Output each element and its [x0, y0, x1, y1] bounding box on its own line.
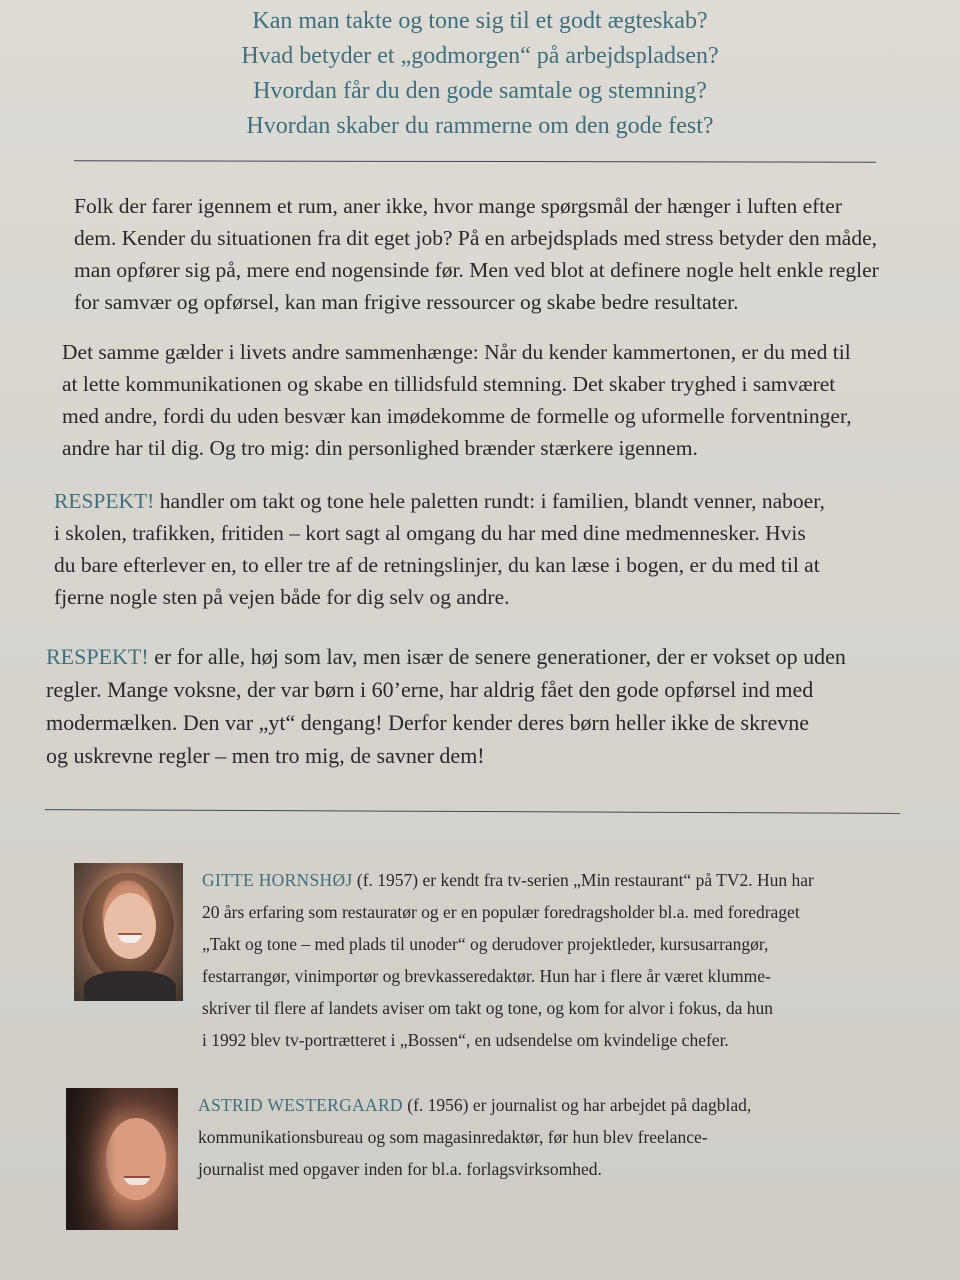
divider-top [74, 160, 876, 162]
bio-line [202, 864, 814, 896]
author-name: ASTRID WESTERGAARD [198, 1095, 403, 1115]
paragraph-4 [46, 640, 846, 772]
bio-line [198, 1089, 751, 1121]
paragraph-3 [54, 485, 825, 613]
paragraph-line: Det samme gælder i livets andre sammenhænge: Når du kender kammertonen, er du med til [62, 340, 851, 364]
paragraph-2 [62, 336, 852, 464]
bio-line-rest: (f. 1956) er journalist og har arbejdet på dagblad, [402, 1095, 752, 1115]
author-bio [202, 864, 814, 1056]
paragraph-line: regler. Mange voksne, der var børn i 60’erne, har aldrig fået den gode opførsel ind med [46, 677, 814, 702]
bio-line: journalist med opgaver inden for bl.a. forlagsvirksomhed. [198, 1159, 602, 1179]
paragraph-line-rest: handler om takt og tone hele paletten rundt: i familien, blandt venner, naboer, [154, 489, 825, 513]
brand-respekt: RESPEKT! [46, 644, 149, 669]
paragraph-line: dem. Kender du situationen fra dit eget job? På en arbejdsplads med stress betyder den måde, [74, 226, 878, 250]
bio-line: 20 års erfaring som restauratør og er en populær foredragsholder bl.a. med foredraget [202, 902, 800, 922]
bio-line: kommunikationsbureau og som magasinredaktør, før hun blev freelance- [198, 1127, 708, 1147]
paragraph-line-rest: er for alle, høj som lav, men især de senere generationer, der er vokset op uden [148, 644, 846, 669]
paragraph-line: fjerne nogle sten på vejen både for dig selv og andre. [54, 585, 510, 609]
question-3: Hvordan får du den gode samtale og stemning? [253, 78, 707, 104]
author-photo [66, 1088, 178, 1230]
paragraph-line: Folk der farer igennem et rum, aner ikke, hvor mange spørgsmål der hænger i luften efter [74, 194, 842, 218]
paragraph-line [54, 485, 825, 517]
paragraph-line: man opfører sig på, mere end nogensinde før. Men ved blot at definere nogle helt enkle regler [74, 258, 879, 282]
bio-line: skriver til flere af landets aviser om takt og tone, og kom for alvor i fokus, da hun [202, 998, 774, 1018]
bio-line: „Takt og tone – med plads til unoder“ og derudover projektleder, kursusarrangør, [202, 934, 769, 954]
question-2: Hvad betyder et „godmorgen“ på arbejdspladsen? [241, 43, 719, 69]
paragraph-line: for samvær og opførsel, kan man frigive ressourcer og skabe bedre resultater. [74, 290, 739, 314]
question-4: Hvordan skaber du rammerne om den gode fest? [246, 113, 714, 139]
paragraph-line: i skolen, trafikken, fritiden – kort sagt al omgang du har med dine medmennesker. Hvis [54, 521, 806, 545]
question-1: Kan man takte og tone sig til et godt ægteskab? [252, 8, 708, 34]
author-bio [198, 1089, 751, 1185]
paragraph-line: med andre, fordi du uden besvær kan imødekomme de formelle og uformelle forventninger, [62, 404, 852, 428]
paragraph-line: og uskrevne regler – men tro mig, de savner dem! [46, 743, 485, 768]
bio-line-rest: (f. 1957) er kendt fra tv-serien „Min restaurant“ på TV2. Hun har [352, 870, 814, 890]
bio-line: festarrangør, vinimportør og brevkasseredaktør. Hun har i flere år været klumme- [202, 966, 771, 986]
author-name: GITTE HORNSHØJ [202, 870, 353, 890]
author-photo [74, 863, 183, 1001]
divider-bottom [45, 809, 900, 814]
paragraph-line [46, 640, 846, 673]
paragraph-line: at lette kommunikationen og skabe en tillidsfuld stemning. Det skaber tryghed i samværet [62, 372, 836, 396]
brand-respekt: RESPEKT! [54, 489, 155, 513]
paragraph-1 [74, 190, 879, 318]
bio-line: i 1992 blev tv-portrætteret i „Bossen“, en udsendelse om kvindelige chefer. [202, 1030, 729, 1050]
paragraph-line: modermælken. Den var „yt“ dengang! Derfor kender deres børn heller ikke de skrevne [46, 710, 809, 735]
paragraph-line: du bare efterlever en, to eller tre af de retningslinjer, du kan læse i bogen, er du med til at [54, 553, 820, 577]
paragraph-line: andre har til dig. Og tro mig: din personlighed brænder stærkere igennem. [62, 436, 698, 460]
question-list [0, 4, 960, 144]
